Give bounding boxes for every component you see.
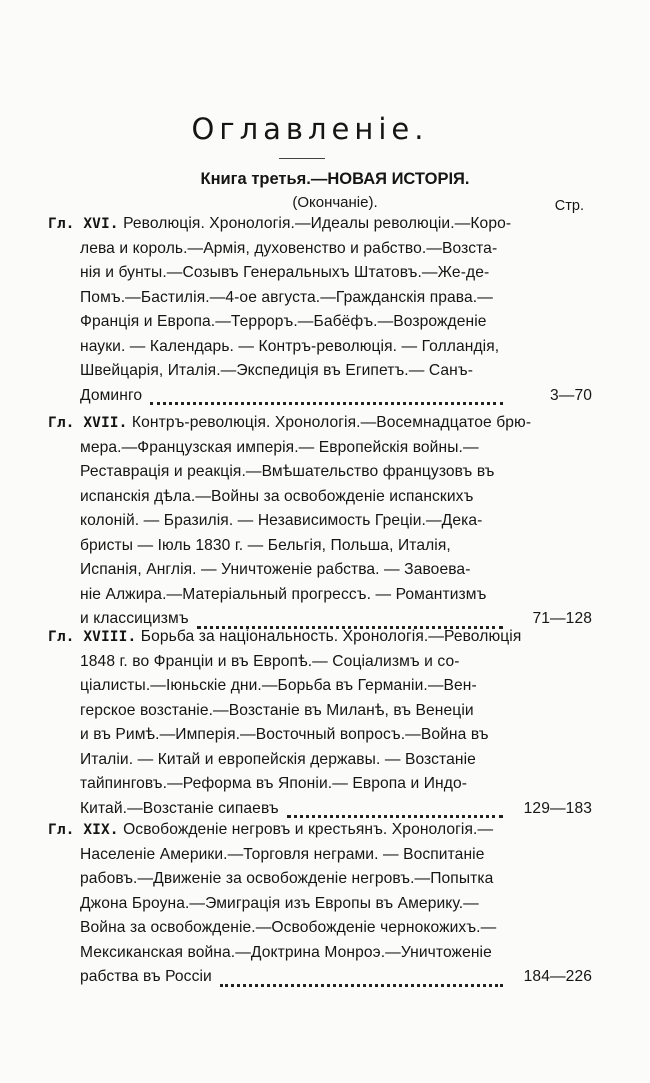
- chapter-line: [48, 625, 598, 650]
- title-rule: [279, 158, 325, 159]
- chapter-line-text: рабовъ.—Движеніе за освобожденіе негровъ.—Попытка: [80, 870, 494, 887]
- leader-dots: [220, 976, 503, 987]
- chapter-line-text: рабства въ Россіи: [80, 968, 212, 985]
- chapter-line-text: и въ Римѣ.—Имперія.—Восточный вопросъ.—Война въ: [80, 726, 489, 743]
- chapter-line: [48, 261, 598, 286]
- leader-dots: [287, 807, 503, 818]
- page-column-header: Стр.: [554, 198, 584, 214]
- chapter-line: [48, 583, 598, 608]
- chapter-line: [48, 212, 598, 237]
- chapter-line-text: Борьба за національность. Хронологія.—Революція: [140, 628, 522, 645]
- chapter-line-text: Мексиканская война.—Доктрина Монроэ.—Уничтоженіе: [80, 943, 492, 961]
- chapter-line-text: науки. — Календарь. — Контръ-революція. — Голландія,: [80, 337, 500, 355]
- chapter-number: Гл. XVII.: [48, 415, 128, 431]
- chapter-line-text: Испанія, Англія. — Уничтоженіе рабства. — Завоева-: [80, 561, 471, 578]
- chapter-line: [48, 359, 598, 384]
- chapter-line: [48, 772, 598, 797]
- page-range: 3—70: [549, 386, 592, 404]
- chapter-line-text: бристы — Іюль 1830 г. — Бельгія, Польша, Италія,: [80, 536, 451, 554]
- chapter-line-text: испанскія дѣла.—Войны за освобожденіе испанскихъ: [80, 487, 474, 505]
- chapter-number: Гл. XVI.: [48, 216, 119, 232]
- book-subtitle: (Окончаніе).: [292, 194, 378, 211]
- chapter-line: [48, 867, 598, 892]
- chapter-line-text: ціалисты.—Іюньскіе дни.—Борьба въ Германіи.—Вен-: [80, 677, 477, 694]
- chapter-line-text: тайпинговъ.—Реформа въ Японіи.— Европа и Индо-: [80, 775, 468, 792]
- chapter-line: [48, 310, 598, 335]
- chapter-line: [48, 384, 598, 409]
- chapter-line: [48, 650, 598, 675]
- chapter-line: [48, 892, 598, 917]
- chapter-line: [48, 436, 598, 461]
- chapter-line: [48, 723, 598, 748]
- page-title: Оглавленіе.: [191, 112, 429, 146]
- chapter-entry: [48, 411, 598, 632]
- chapter-line-text: Война за освобожденіе.—Освобожденіе чернокожихъ.—: [80, 919, 497, 936]
- chapter-line-text: Доминго: [80, 386, 143, 404]
- chapter-entry: [48, 818, 598, 990]
- chapter-line-text: Контръ-революція. Хронологія.—Восемнадцатое брю-: [131, 414, 532, 431]
- chapter-line: [48, 748, 598, 773]
- chapter-line-text: Населеніе Америки.—Торговля неграми. — Воспитаніе: [80, 845, 485, 863]
- leader-dots: [150, 394, 503, 405]
- chapter-number: Гл. XVIII.: [48, 629, 137, 645]
- chapter-line: [48, 485, 598, 510]
- chapter-line-text: 1848 г. во Франціи и въ Европѣ.— Соціализмъ и со-: [80, 652, 460, 670]
- chapter-line: [48, 534, 598, 559]
- chapter-line-text: Реставрація и реакція.—Вмѣшательство французовъ въ: [80, 463, 495, 480]
- chapter-line-text: нія и бунты.—Созывъ Генеральныхъ Штатовъ.—Же-де-: [80, 264, 490, 281]
- chapter-line: [48, 237, 598, 262]
- chapter-line-text: ніе Алжира.—Матеріальный прогрессъ. — Романтизмъ: [80, 585, 487, 603]
- chapter-line-text: Революція. Хронологія.—Идеалы революціи.—Коро-: [123, 215, 512, 232]
- chapter-line-text: Швейцарія, Италія.—Экспедиція въ Египетъ.— Санъ-: [80, 362, 474, 379]
- chapter-number: Гл. XIX.: [48, 822, 119, 838]
- chapter-line: [48, 335, 598, 360]
- page-range: 184—226: [523, 968, 592, 985]
- chapter-line: [48, 965, 598, 990]
- chapter-line: [48, 558, 598, 583]
- chapter-line: [48, 286, 598, 311]
- chapter-line-text: и классицизмъ: [80, 610, 189, 627]
- chapter-line: [48, 843, 598, 868]
- chapter-line-text: лева и король.—Армія, духовенство и рабство.—Возста-: [80, 239, 498, 257]
- chapter-line-text: Италіи. — Китай и европейскія державы. — Возстаніе: [80, 750, 476, 768]
- chapter-line-text: Китай.—Возстаніе сипаевъ: [80, 799, 279, 817]
- page-range: 71—128: [532, 610, 592, 627]
- chapter-line-text: Помъ.—Бастилія.—4-ое августа.—Гражданскія права.—: [80, 288, 493, 306]
- chapter-line-text: Освобожденіе негровъ и крестьянъ. Хронологія.—: [123, 821, 494, 838]
- chapter-line-text: Франція и Европа.—Терроръ.—Бабёфъ.—Возрожденіе: [80, 313, 487, 330]
- chapter-entry: [48, 212, 598, 408]
- chapter-line-text: герское возстаніе.—Возстаніе въ Миланѣ, въ Венеціи: [80, 701, 474, 719]
- chapter-line: [48, 411, 598, 436]
- chapter-line: [48, 916, 598, 941]
- chapter-line: [48, 674, 598, 699]
- chapter-entry: [48, 625, 598, 821]
- chapter-line: [48, 699, 598, 724]
- chapter-line: [48, 818, 598, 843]
- chapter-line: [48, 941, 598, 966]
- chapter-line-text: колоній. — Бразилія. — Независимость Греціи.—Дека-: [80, 512, 483, 529]
- book-heading: Книга третья.—НОВАЯ ИСТОРІЯ.: [200, 170, 470, 188]
- chapter-line: [48, 460, 598, 485]
- chapter-line: [48, 509, 598, 534]
- page-range: 129—183: [523, 799, 592, 817]
- chapter-line-text: мера.—Французская имперія.— Европейскія войны.—: [80, 438, 479, 456]
- chapter-line-text: Джона Броуна.—Эмиграція изъ Европы въ Америку.—: [80, 894, 479, 912]
